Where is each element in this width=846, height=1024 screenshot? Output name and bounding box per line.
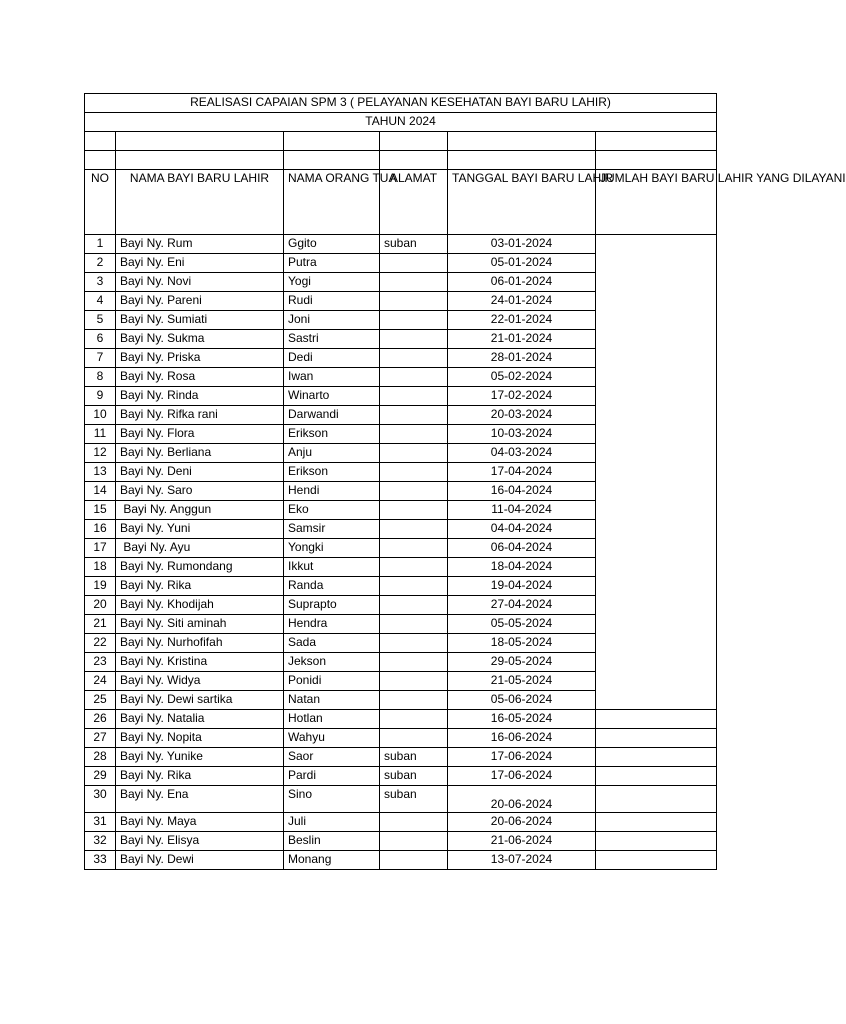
cell-no: 8 bbox=[85, 368, 116, 387]
table-row bbox=[85, 748, 717, 767]
cell-no: 19 bbox=[85, 577, 116, 596]
cell-nama-orang-tua: Jekson bbox=[284, 653, 380, 672]
cell-alamat: suban bbox=[380, 786, 448, 813]
table-row bbox=[85, 832, 717, 851]
cell-no: 3 bbox=[85, 273, 116, 292]
column-header-row bbox=[85, 170, 717, 235]
cell-nama-bayi: Bayi Ny. Rumondang bbox=[116, 558, 284, 577]
cell-tanggal: 17-06-2024 bbox=[448, 748, 596, 767]
cell-alamat bbox=[380, 710, 448, 729]
cell-nama-orang-tua: Darwandi bbox=[284, 406, 380, 425]
cell-jumlah-merged bbox=[596, 235, 717, 710]
cell-alamat bbox=[380, 615, 448, 634]
cell-no: 29 bbox=[85, 767, 116, 786]
cell-no: 10 bbox=[85, 406, 116, 425]
cell-nama-bayi: Bayi Ny. Saro bbox=[116, 482, 284, 501]
cell-nama-orang-tua: Hendra bbox=[284, 615, 380, 634]
cell-nama-bayi: Bayi Ny. Kristina bbox=[116, 653, 284, 672]
cell-alamat bbox=[380, 832, 448, 851]
cell-tanggal: 18-04-2024 bbox=[448, 558, 596, 577]
cell-alamat bbox=[380, 368, 448, 387]
cell-alamat bbox=[380, 653, 448, 672]
cell-nama-bayi: Bayi Ny. Yuni bbox=[116, 520, 284, 539]
cell-no: 33 bbox=[85, 851, 116, 870]
cell-nama-bayi: Bayi Ny. Sukma bbox=[116, 330, 284, 349]
cell-tanggal: 05-02-2024 bbox=[448, 368, 596, 387]
table-row bbox=[85, 235, 717, 254]
cell-alamat bbox=[380, 444, 448, 463]
cell-alamat bbox=[380, 558, 448, 577]
cell-nama-orang-tua: Pardi bbox=[284, 767, 380, 786]
cell-tanggal: 21-01-2024 bbox=[448, 330, 596, 349]
cell-alamat bbox=[380, 634, 448, 653]
cell-no: 22 bbox=[85, 634, 116, 653]
document-year: TAHUN 2024 bbox=[85, 113, 717, 132]
cell-tanggal: 17-06-2024 bbox=[448, 767, 596, 786]
cell-tanggal: 05-05-2024 bbox=[448, 615, 596, 634]
cell-tanggal: 06-04-2024 bbox=[448, 539, 596, 558]
cell-nama-bayi: Bayi Ny. Flora bbox=[116, 425, 284, 444]
cell-nama-bayi: Bayi Ny. Siti aminah bbox=[116, 615, 284, 634]
cell-no: 24 bbox=[85, 672, 116, 691]
header-alamat: ALAMAT bbox=[380, 170, 448, 235]
cell-tanggal: 17-04-2024 bbox=[448, 463, 596, 482]
cell-no: 26 bbox=[85, 710, 116, 729]
cell-alamat bbox=[380, 851, 448, 870]
cell-alamat bbox=[380, 813, 448, 832]
cell-nama-bayi: Bayi Ny. Khodijah bbox=[116, 596, 284, 615]
cell-nama-orang-tua: Rudi bbox=[284, 292, 380, 311]
cell-nama-bayi: Bayi Ny. Yunike bbox=[116, 748, 284, 767]
cell-nama-bayi: Bayi Ny. Priska bbox=[116, 349, 284, 368]
cell-nama-orang-tua: Natan bbox=[284, 691, 380, 710]
cell-nama-orang-tua: Erikson bbox=[284, 425, 380, 444]
cell-no: 20 bbox=[85, 596, 116, 615]
cell-nama-bayi: Bayi Ny. Natalia bbox=[116, 710, 284, 729]
cell-nama-orang-tua: Yogi bbox=[284, 273, 380, 292]
cell-alamat bbox=[380, 273, 448, 292]
cell-nama-bayi: Bayi Ny. Nopita bbox=[116, 729, 284, 748]
cell-nama-orang-tua: Iwan bbox=[284, 368, 380, 387]
cell-alamat bbox=[380, 463, 448, 482]
cell-alamat bbox=[380, 406, 448, 425]
cell-nama-orang-tua: Samsir bbox=[284, 520, 380, 539]
cell-jumlah bbox=[596, 748, 717, 767]
cell-no: 21 bbox=[85, 615, 116, 634]
cell-nama-bayi: Bayi Ny. Elisya bbox=[116, 832, 284, 851]
cell-tanggal: 18-05-2024 bbox=[448, 634, 596, 653]
cell-no: 30 bbox=[85, 786, 116, 813]
cell-alamat bbox=[380, 330, 448, 349]
cell-tanggal: 03-01-2024 bbox=[448, 235, 596, 254]
cell-nama-orang-tua: Sastri bbox=[284, 330, 380, 349]
cell-no: 31 bbox=[85, 813, 116, 832]
table-row bbox=[85, 710, 717, 729]
header-nama-bayi: NAMA BAYI BARU LAHIR bbox=[116, 170, 284, 235]
cell-tanggal: 13-07-2024 bbox=[448, 851, 596, 870]
cell-nama-orang-tua: Monang bbox=[284, 851, 380, 870]
cell-tanggal: 20-06-2024 bbox=[448, 813, 596, 832]
cell-no: 13 bbox=[85, 463, 116, 482]
table-row bbox=[85, 813, 717, 832]
cell-nama-orang-tua: Eko bbox=[284, 501, 380, 520]
cell-tanggal: 04-04-2024 bbox=[448, 520, 596, 539]
cell-tanggal: 17-02-2024 bbox=[448, 387, 596, 406]
cell-no: 12 bbox=[85, 444, 116, 463]
cell-tanggal: 21-05-2024 bbox=[448, 672, 596, 691]
cell-alamat bbox=[380, 596, 448, 615]
cell-alamat bbox=[380, 539, 448, 558]
cell-nama-bayi: Bayi Ny. Maya bbox=[116, 813, 284, 832]
cell-no: 14 bbox=[85, 482, 116, 501]
cell-jumlah bbox=[596, 767, 717, 786]
cell-no: 17 bbox=[85, 539, 116, 558]
cell-alamat bbox=[380, 520, 448, 539]
cell-no: 2 bbox=[85, 254, 116, 273]
cell-nama-orang-tua: Saor bbox=[284, 748, 380, 767]
cell-nama-bayi: Bayi Ny. Dewi bbox=[116, 851, 284, 870]
cell-jumlah bbox=[596, 813, 717, 832]
cell-no: 16 bbox=[85, 520, 116, 539]
cell-nama-bayi: Bayi Ny. Rosa bbox=[116, 368, 284, 387]
cell-tanggal: 10-03-2024 bbox=[448, 425, 596, 444]
cell-nama-bayi: Bayi Ny. Anggun bbox=[116, 501, 284, 520]
cell-tanggal: 05-01-2024 bbox=[448, 254, 596, 273]
cell-no: 5 bbox=[85, 311, 116, 330]
cell-no: 11 bbox=[85, 425, 116, 444]
table-row bbox=[85, 767, 717, 786]
cell-nama-bayi: Bayi Ny. Pareni bbox=[116, 292, 284, 311]
data-table bbox=[84, 93, 846, 870]
cell-nama-bayi: Bayi Ny. Nurhofifah bbox=[116, 634, 284, 653]
cell-jumlah bbox=[596, 832, 717, 851]
cell-no: 27 bbox=[85, 729, 116, 748]
cell-alamat: suban bbox=[380, 748, 448, 767]
cell-nama-bayi: Bayi Ny. Sumiati bbox=[116, 311, 284, 330]
cell-tanggal: 24-01-2024 bbox=[448, 292, 596, 311]
table-row bbox=[85, 851, 717, 870]
cell-tanggal: 20-06-2024 bbox=[448, 786, 596, 813]
cell-nama-bayi: Bayi Ny. Deni bbox=[116, 463, 284, 482]
header-jumlah: JUMLAH BAYI BARU LAHIR YANG DILAYANI bbox=[596, 170, 717, 235]
cell-alamat: suban bbox=[380, 235, 448, 254]
cell-nama-orang-tua: Ggito bbox=[284, 235, 380, 254]
cell-alamat bbox=[380, 691, 448, 710]
cell-nama-orang-tua: Winarto bbox=[284, 387, 380, 406]
cell-nama-orang-tua: Juli bbox=[284, 813, 380, 832]
cell-no: 23 bbox=[85, 653, 116, 672]
cell-jumlah bbox=[596, 786, 717, 813]
cell-jumlah bbox=[596, 710, 717, 729]
cell-tanggal: 22-01-2024 bbox=[448, 311, 596, 330]
cell-alamat bbox=[380, 425, 448, 444]
cell-alamat bbox=[380, 577, 448, 596]
cell-no: 25 bbox=[85, 691, 116, 710]
title-row bbox=[85, 94, 717, 113]
cell-no: 1 bbox=[85, 235, 116, 254]
cell-alamat bbox=[380, 349, 448, 368]
cell-tanggal: 19-04-2024 bbox=[448, 577, 596, 596]
cell-no: 32 bbox=[85, 832, 116, 851]
cell-nama-orang-tua: Ikkut bbox=[284, 558, 380, 577]
table-row bbox=[85, 729, 717, 748]
cell-nama-bayi: Bayi Ny. Rika bbox=[116, 577, 284, 596]
cell-nama-bayi: Bayi Ny. Rum bbox=[116, 235, 284, 254]
cell-nama-bayi: Bayi Ny. Eni bbox=[116, 254, 284, 273]
cell-nama-orang-tua: Yongki bbox=[284, 539, 380, 558]
cell-nama-orang-tua: Hendi bbox=[284, 482, 380, 501]
cell-no: 4 bbox=[85, 292, 116, 311]
cell-tanggal: 16-04-2024 bbox=[448, 482, 596, 501]
cell-tanggal: 11-04-2024 bbox=[448, 501, 596, 520]
cell-alamat bbox=[380, 387, 448, 406]
cell-no: 15 bbox=[85, 501, 116, 520]
document-title: REALISASI CAPAIAN SPM 3 ( PELAYANAN KESEHATAN BAYI BARU LAHIR) bbox=[85, 94, 717, 113]
header-nama-orang-tua: NAMA ORANG TUA bbox=[284, 170, 380, 235]
cell-alamat bbox=[380, 311, 448, 330]
cell-nama-orang-tua: Hotlan bbox=[284, 710, 380, 729]
cell-nama-bayi: Bayi Ny. Novi bbox=[116, 273, 284, 292]
cell-alamat bbox=[380, 729, 448, 748]
cell-nama-orang-tua: Wahyu bbox=[284, 729, 380, 748]
cell-nama-bayi: Bayi Ny. Rinda bbox=[116, 387, 284, 406]
cell-tanggal: 05-06-2024 bbox=[448, 691, 596, 710]
cell-nama-orang-tua: Joni bbox=[284, 311, 380, 330]
cell-tanggal: 28-01-2024 bbox=[448, 349, 596, 368]
cell-tanggal: 20-03-2024 bbox=[448, 406, 596, 425]
cell-nama-orang-tua: Ponidi bbox=[284, 672, 380, 691]
header-tanggal: TANGGAL BAYI BARU LAHIR bbox=[448, 170, 596, 235]
cell-tanggal: 16-06-2024 bbox=[448, 729, 596, 748]
year-row bbox=[85, 113, 717, 132]
cell-jumlah bbox=[596, 729, 717, 748]
cell-tanggal: 29-05-2024 bbox=[448, 653, 596, 672]
cell-nama-bayi: Bayi Ny. Rika bbox=[116, 767, 284, 786]
cell-nama-orang-tua: Sada bbox=[284, 634, 380, 653]
cell-nama-bayi: Bayi Ny. Berliana bbox=[116, 444, 284, 463]
cell-alamat bbox=[380, 254, 448, 273]
header-no: NO bbox=[85, 170, 116, 235]
cell-alamat bbox=[380, 482, 448, 501]
cell-tanggal: 21-06-2024 bbox=[448, 832, 596, 851]
cell-alamat: suban bbox=[380, 767, 448, 786]
cell-nama-orang-tua: Putra bbox=[284, 254, 380, 273]
cell-nama-orang-tua: Dedi bbox=[284, 349, 380, 368]
cell-no: 6 bbox=[85, 330, 116, 349]
cell-nama-orang-tua: Suprapto bbox=[284, 596, 380, 615]
cell-no: 28 bbox=[85, 748, 116, 767]
cell-jumlah bbox=[596, 851, 717, 870]
cell-nama-orang-tua: Anju bbox=[284, 444, 380, 463]
cell-nama-orang-tua: Randa bbox=[284, 577, 380, 596]
empty-row bbox=[85, 151, 717, 170]
cell-alamat bbox=[380, 672, 448, 691]
cell-nama-bayi: Bayi Ny. Dewi sartika bbox=[116, 691, 284, 710]
table-row bbox=[85, 786, 717, 813]
cell-alamat bbox=[380, 501, 448, 520]
cell-tanggal: 04-03-2024 bbox=[448, 444, 596, 463]
empty-row bbox=[85, 132, 717, 151]
cell-tanggal: 27-04-2024 bbox=[448, 596, 596, 615]
cell-no: 18 bbox=[85, 558, 116, 577]
cell-nama-bayi: Bayi Ny. Widya bbox=[116, 672, 284, 691]
cell-nama-orang-tua: Erikson bbox=[284, 463, 380, 482]
cell-nama-orang-tua: Sino bbox=[284, 786, 380, 813]
cell-alamat bbox=[380, 292, 448, 311]
cell-nama-bayi: Bayi Ny. Rifka rani bbox=[116, 406, 284, 425]
cell-tanggal: 06-01-2024 bbox=[448, 273, 596, 292]
cell-nama-orang-tua: Beslin bbox=[284, 832, 380, 851]
cell-nama-bayi: Bayi Ny. Ayu bbox=[116, 539, 284, 558]
cell-no: 9 bbox=[85, 387, 116, 406]
cell-tanggal: 16-05-2024 bbox=[448, 710, 596, 729]
cell-no: 7 bbox=[85, 349, 116, 368]
cell-nama-bayi: Bayi Ny. Ena bbox=[116, 786, 284, 813]
